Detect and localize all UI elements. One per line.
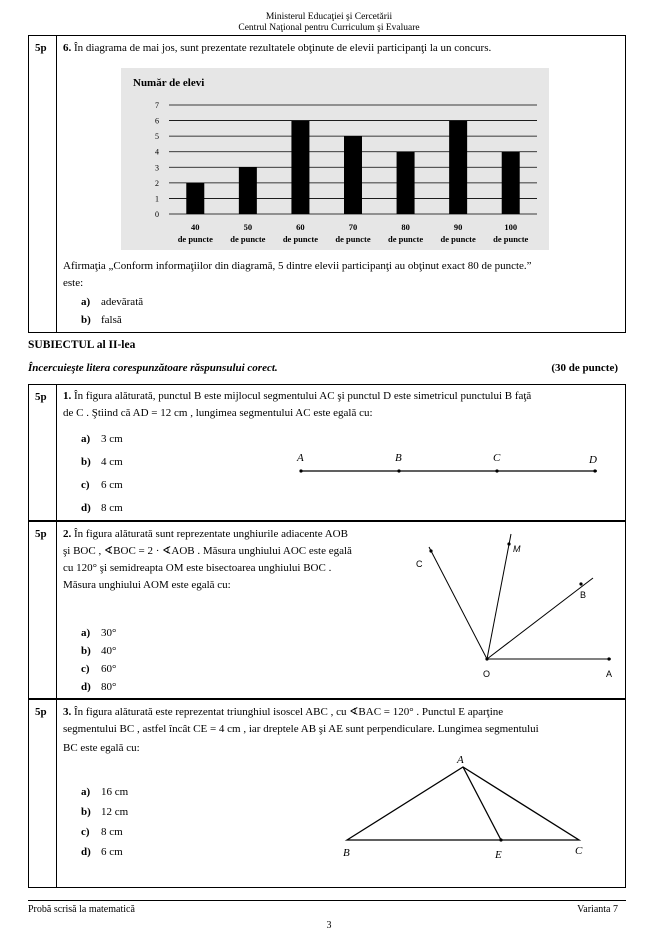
option-text: 16 cm [101, 786, 129, 798]
question-line-2: segmentului BC , astfel încât CE = 4 cm , iar dreptele AB şi AE sunt perpendiculare. Lungimea segmentului [63, 723, 539, 735]
option-text: 12 cm [101, 806, 129, 818]
x-tick-label: 90 [453, 222, 463, 232]
x-tick-label: 60 [296, 222, 305, 232]
question-line: În figura alăturată sunt reprezentate unghiurile adiacente AOB [74, 528, 348, 540]
question-text [63, 388, 625, 405]
points-cell [29, 385, 57, 520]
question-number: 1. [63, 390, 72, 402]
question-text [63, 40, 623, 57]
option-c[interactable] [81, 826, 123, 838]
label-a: A [457, 754, 464, 766]
option-letter: a) [81, 627, 91, 639]
points-label: 5p [35, 528, 47, 540]
label-m: M [513, 544, 521, 554]
option-text: 6 cm [101, 479, 123, 491]
y-tick-label: 5 [155, 132, 159, 142]
bar [397, 152, 415, 214]
s2-question-2-box [28, 521, 626, 699]
point-a [299, 469, 302, 472]
label-a: A [606, 669, 613, 679]
option-text: falsă [101, 314, 122, 326]
question-number: 6. [63, 42, 72, 54]
question-line: În figura alăturată este reprezentat triunghiul isoscel ABC , cu ∢BAC = 120° . Punctul E aparţine [74, 706, 504, 718]
bar [239, 167, 257, 214]
option-a[interactable] [81, 786, 128, 798]
option-b[interactable] [81, 456, 123, 468]
option-letter: d) [81, 502, 91, 514]
label-c: C [575, 845, 583, 857]
footer-right: Varianta 7 [577, 904, 618, 915]
option-d[interactable] [81, 502, 123, 514]
question-6-box [28, 35, 626, 333]
point-b [397, 469, 400, 472]
option-letter: b) [81, 456, 91, 468]
question-line-3: BC este egală cu: [63, 742, 140, 754]
option-letter: d) [81, 846, 91, 858]
label-b: B [580, 590, 587, 600]
label-c: C [416, 559, 423, 569]
x-tick-label-unit: de puncte [440, 234, 476, 244]
ray-om [487, 534, 511, 659]
option-a[interactable] [81, 296, 143, 308]
footer-left: Probă scrisă la matematică [28, 904, 135, 915]
chart-title: Număr de elevi [133, 77, 205, 89]
bar [344, 136, 362, 214]
ray-ob [487, 578, 593, 659]
option-letter: b) [81, 314, 91, 326]
point-c [495, 469, 498, 472]
label-a: A [297, 452, 304, 464]
option-text: adevărată [101, 296, 144, 308]
points-cell [29, 522, 57, 698]
option-letter: b) [81, 806, 91, 818]
bar [502, 152, 520, 214]
option-a[interactable] [81, 627, 116, 639]
y-tick-label: 4 [155, 147, 159, 157]
segment-ae [463, 767, 501, 840]
option-a[interactable] [81, 433, 123, 445]
option-letter: c) [81, 663, 90, 675]
point-m [507, 542, 510, 545]
x-tick-label: 100 [504, 222, 518, 232]
question-line: şi BOC , ∢BOC = 2 · ∢AOB . Măsura unghiului AOC este egală [63, 545, 352, 557]
question-text [63, 704, 625, 721]
option-b[interactable] [81, 314, 122, 326]
question-text [63, 526, 423, 594]
y-tick-label: 6 [155, 116, 159, 126]
option-text: 60° [101, 663, 117, 675]
option-b[interactable] [81, 645, 116, 657]
q6-statement: Afirmaţia „Conform informaţiilor din diagramă, 5 dintre elevii participanţi au obţinut exact 80 de puncte.” [63, 260, 532, 272]
x-tick-label-unit: de puncte [387, 234, 424, 244]
option-text: 40° [101, 645, 117, 657]
x-tick-label-unit: de puncte [230, 234, 266, 244]
y-tick-label: 2 [155, 178, 159, 188]
option-letter: d) [81, 681, 91, 693]
y-tick-label: 1 [155, 194, 159, 204]
point-c [429, 549, 432, 552]
s2-question-1-box [28, 384, 626, 521]
points-label: 5p [35, 391, 47, 403]
option-text: 6 cm [101, 846, 123, 858]
y-tick-label: 3 [155, 163, 159, 173]
x-tick-label-unit: de puncte [177, 234, 213, 244]
footer-rule [28, 900, 626, 901]
option-letter: b) [81, 645, 91, 657]
x-tick-label-unit: de puncte [493, 234, 529, 244]
label-e: E [495, 849, 502, 861]
bar [449, 121, 467, 214]
x-tick-label: 50 [243, 222, 253, 232]
q6-statement-end: este: [63, 277, 84, 289]
question-line-2: de C . Ştiind că AD = 12 cm , lungimea segmentului AC este egală cu: [63, 407, 373, 419]
triangle-abc [347, 767, 579, 840]
points-cell [29, 36, 57, 332]
y-tick-label: 7 [155, 101, 159, 110]
option-d[interactable] [81, 681, 116, 693]
x-tick-label-unit: de puncte [335, 234, 371, 244]
header-center: Centrul Naţional pentru Curriculum şi Evaluare [238, 23, 420, 33]
question-line: cu 120° şi semidreapta OM este bisectoarea unghiului BOC . [63, 562, 332, 574]
section-title: SUBIECTUL al II-lea [28, 339, 136, 351]
option-text: 8 cm [101, 502, 123, 514]
option-text: 4 cm [101, 456, 123, 468]
page-number: 3 [326, 920, 332, 931]
header-ministry: Ministerul Educaţiei şi Cercetării [265, 12, 393, 22]
bar [291, 121, 309, 214]
label-b: B [395, 452, 402, 464]
option-b[interactable] [81, 806, 128, 818]
option-text: 8 cm [101, 826, 123, 838]
option-text: 30° [101, 627, 117, 639]
option-letter: c) [81, 479, 90, 491]
x-tick-label: 70 [348, 222, 358, 232]
question-number: 3. [63, 706, 72, 718]
points-label: 5p [35, 42, 47, 54]
points-cell [29, 700, 57, 887]
label-c: C [493, 452, 501, 464]
section-instruction: Încercuieşte litera corespunzătoare răspunsului corect. [28, 362, 278, 374]
x-tick-label: 40 [191, 222, 200, 232]
option-letter: c) [81, 826, 90, 838]
section-score: (30 de puncte) [551, 362, 618, 374]
x-tick-label-unit: de puncte [282, 234, 319, 244]
point-b [579, 582, 582, 585]
point-d [593, 469, 596, 472]
bar [186, 183, 204, 214]
point-a [607, 657, 610, 660]
point-e [499, 838, 502, 841]
question-line: Măsura unghiului AOM este egală cu: [63, 579, 231, 591]
option-letter: a) [81, 786, 91, 798]
option-c[interactable] [81, 663, 116, 675]
option-d[interactable] [81, 846, 123, 858]
label-b: B [343, 847, 350, 859]
option-letter: a) [81, 433, 91, 445]
option-c[interactable] [81, 479, 123, 491]
label-d: D [589, 454, 597, 466]
y-tick-label: 0 [155, 210, 159, 219]
chart-background [121, 68, 549, 250]
s2-question-3-box [28, 699, 626, 888]
segment-figure [291, 447, 611, 487]
option-text: 80° [101, 681, 117, 693]
points-label: 5p [35, 706, 47, 718]
question-statement: În diagrama de mai jos, sunt prezentate rezultatele obţinute de elevii participanţi la un concurs. [74, 42, 492, 54]
bar-chart [121, 68, 549, 250]
triangle-figure [329, 750, 619, 870]
point-o [485, 657, 488, 660]
ray-oc [429, 547, 487, 659]
label-o: O [483, 669, 491, 679]
question-number: 2. [63, 528, 72, 540]
x-tick-label: 80 [401, 222, 410, 232]
option-letter: a) [81, 296, 91, 308]
option-text: 3 cm [101, 433, 123, 445]
question-line: În figura alăturată, punctul B este mijlocul segmentului AC şi punctul D este simetricul punctului B faţă [74, 390, 532, 402]
angle-figure [407, 522, 625, 698]
